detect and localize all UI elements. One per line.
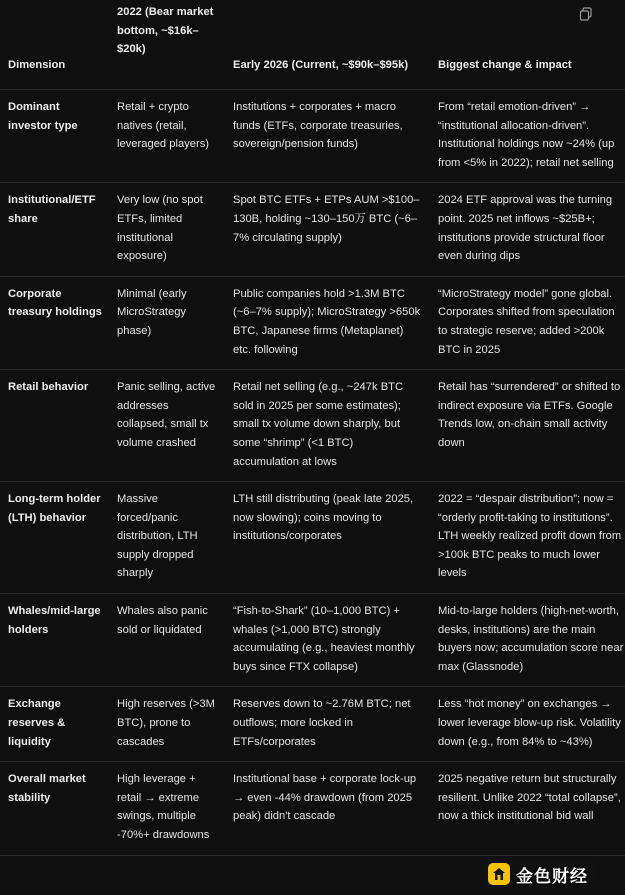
cell-2022: Very low (no spot ETFs, limited institutional exposure)	[109, 183, 226, 276]
watermark	[482, 859, 594, 889]
cell-change: 2024 ETF approval was the turning point. 2025 net inflows ~$25B+; institutions provide structural floor even during dips	[430, 183, 625, 276]
cell-change: Retail has “surrendered” or shifted to indirect exposure via ETFs. Google Trends low, on-chain small activity down	[430, 370, 625, 482]
cell-2026: Institutions + corporates + macro funds (ETFs, corporate treasuries, sovereign/pension funds)	[226, 90, 430, 183]
cell-2022: High leverage + retail → extreme swings, multiple -70%+ drawdowns	[109, 762, 226, 855]
table-row	[0, 276, 625, 369]
cell-2026: “Fish-to-Shark” (10–1,000 BTC) + whales (>1,000 BTC) strongly accumulating (e.g., heaviest monthly buys since FTX collapse)	[226, 594, 430, 687]
cell-2022: High reserves (>3M BTC), prone to cascades	[109, 687, 226, 762]
table-row	[0, 762, 625, 855]
watermark-text: 金色财经	[516, 866, 588, 887]
header-dimension: Dimension	[0, 0, 109, 90]
cell-change: Mid-to-large holders (high-net-worth, desks, institutions) are the main buyers now; accumulation score near max (Glassnode)	[430, 594, 625, 687]
cell-2026: LTH still distributing (peak late 2025, now slowing); coins moving to institutions/corporates	[226, 482, 430, 594]
watermark-logo-icon	[488, 863, 510, 885]
copy-icon	[578, 6, 594, 22]
cell-2022: Retail + crypto natives (retail, leveraged players)	[109, 90, 226, 183]
cell-2026: Public companies hold >1.3M BTC (~6–7% supply); MicroStrategy >650k BTC, Japanese firms (Metaplanet) etc. following	[226, 276, 430, 369]
header-early-2026: Early 2026 (Current, ~$90k–$95k)	[226, 0, 430, 90]
row-dimension: Corporate treasury holdings	[0, 276, 109, 369]
header-biggest-change: Biggest change & impact	[430, 0, 625, 90]
cell-2022: Panic selling, active addresses collapsed, small tx volume crashed	[109, 370, 226, 482]
cell-change: From “retail emotion-driven” → “institutional allocation-driven”. Institutional holdings now ~24% (up from <5% in 2022); retail net selling	[430, 90, 625, 183]
row-dimension: Long-term holder (LTH) behavior	[0, 482, 109, 594]
table-row	[0, 370, 625, 482]
table-header-row	[0, 0, 625, 90]
cell-2022: Massive forced/panic distribution, LTH supply dropped sharply	[109, 482, 226, 594]
cell-2022: Whales also panic sold or liquidated	[109, 594, 226, 687]
cell-2022: Minimal (early MicroStrategy phase)	[109, 276, 226, 369]
row-dimension: Exchange reserves & liquidity	[0, 687, 109, 762]
row-dimension: Retail behavior	[0, 370, 109, 482]
row-dimension: Whales/mid-large holders	[0, 594, 109, 687]
cell-2026: Reserves down to ~2.76M BTC; net outflows; more locked in ETFs/corporates	[226, 687, 430, 762]
header-2022: 2022 (Bear market bottom, ~$16k–$20k)	[109, 0, 226, 90]
cell-2026: Institutional base + corporate lock-up → even -44% drawdown (from 2025 peak) didn't cascade	[226, 762, 430, 855]
cell-change: 2025 negative return but structurally resilient. Unlike 2022 “total collapse”, now a thick institutional bid wall	[430, 762, 625, 855]
row-dimension: Overall market stability	[0, 762, 109, 855]
row-dimension: Dominant investor type	[0, 90, 109, 183]
table-row	[0, 90, 625, 183]
cell-change: “MicroStrategy model” gone global. Corporates shifted from speculation to strategic reserve; added >200k BTC in 2025	[430, 276, 625, 369]
table-row	[0, 687, 625, 762]
cell-2026: Spot BTC ETFs + ETPs AUM >$100–130B, holding ~130–150万 BTC (~6–7% circulating supply)	[226, 183, 430, 276]
table-row	[0, 183, 625, 276]
cell-2026: Retail net selling (e.g., ~247k BTC sold in 2025 per some estimates); small tx volume down sharply, but some “shrimp” (<1 BTC) accumulation at lows	[226, 370, 430, 482]
cell-change: Less “hot money” on exchanges → lower leverage blow-up risk. Volatility down (e.g., from 84% to ~43%)	[430, 687, 625, 762]
copy-button[interactable]	[578, 6, 594, 22]
table-row	[0, 482, 625, 594]
cell-change: 2022 = “despair distribution”; now = “orderly profit-taking to institutions”. LTH weekly realized profit down from >100k BTC peaks to much lower levels	[430, 482, 625, 594]
row-dimension: Institutional/ETF share	[0, 183, 109, 276]
table-row	[0, 594, 625, 687]
